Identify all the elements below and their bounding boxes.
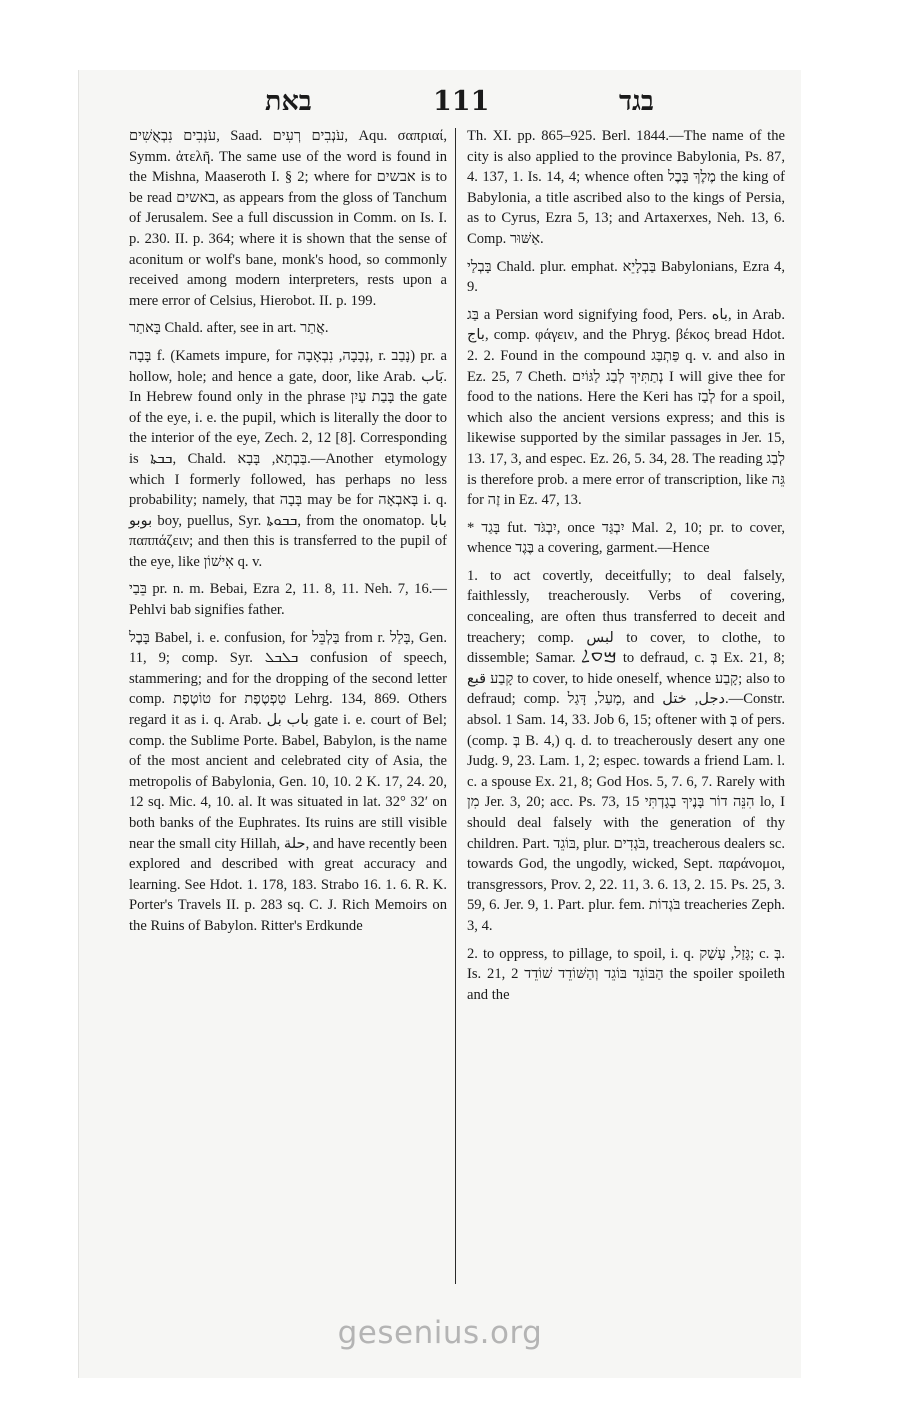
entry-bablai: בָּבְלַי Chald. plur. emphat. בַּבְלָיֵא Babylonians, Ezra 4, 9. bbox=[467, 258, 785, 296]
entry-bagad-sense-2: 2. to oppress, to pillage, to spoil, i. q. גָּזַל, עָשַׁק; c. בְּ. Is. 21, 2 הַבּוֹגֵד בּוֹגֵד וְהַשּׁוֹדֵד שׁוֹדֵד the spoiler spoileth and the bbox=[467, 945, 785, 1003]
header-right-word: בגד bbox=[619, 86, 654, 117]
page-number: 111 bbox=[433, 86, 490, 117]
entry-baathar: בָּאתַר Chald. after, see in art. אֲתַר. bbox=[129, 320, 329, 337]
entry-babel-continuation: Th. XI. pp. 865–925. Berl. 1844.—The name of the city is also applied to the province Babylonia, Ps. 87, 4. 137, 1. Is. 14, 4; whence often מֶלֶךְ בָּבֶל the king of Babylonia, a title ascribed also to the kings of Persia, as to Cyrus, Ezra 5, 13; and Artaxerxes, Neh. 13, 6. Comp. אַשּׁוּר. bbox=[467, 128, 785, 247]
right-column bbox=[467, 126, 785, 1012]
entry-bebai: בֵּבַי pr. n. m. Bebai, Ezra 2, 11. 8, 11. Neh. 7, 16.—Pehlvi bab signifies father. bbox=[129, 581, 447, 619]
entry-bagad: * בָּגַד fut. יִבְגֹּד, once יִבְגַּד Mal. 2, 10; pr. to cover, whence בֶּגֶד a covering, garment.—Hence bbox=[467, 519, 785, 557]
entry-bag: בַּג a Persian word signifying food, Pers. باه, in Arab. باج, comp. φάγειν, and the Phryg. βέκος bread Hdot. 2. 2. Found in the compound פַּתְבַּג q. v. and also in Ez. 25, 7 Cheth. נְתַתִּיךָ לְבַג לַגּוֹיִם I will give thee for food to the nations. Here the Keri has לְבַז for a spoil, which also the ancient versions express; and this is likewise supported by the similar passages in Jer. 15, 13. 17, 3, and espec. Ez. 26, 5. 34, 28. The reading לְבַג is therefore prob. a mere error of transcription, like גֵּה for זֶה in Ez. 47, 13. bbox=[467, 306, 786, 509]
watermark: gesenius.org bbox=[337, 1315, 543, 1351]
entry-babel: בָּבֶל Babel, i. e. confusion, for בַּלְבֵּל from r. בָּלַל, Gen. 11, 9; comp. Syr. ܒܠܒܠ confusion of speech, stammering; and for the dropping of the second letter comp. טוֹטֶפֶת for טַפְטֶפֶת Lehrg. 134, 869. Others regard it as i. q. Arab. باب بل gate i. e. court of Bel; comp. the Sublime Porte. Babel, Babylon, is the name of the most ancient and celebrated city of Asia, the metropolis of Babylonia, Gen. 10, 10. 2 K. 17, 24. 20, 12 sq. Mic. 4, 10. al. It was situated in lat. 32° 32′ on both banks of the Euphrates. Its ruins are still visible near the small city Hillah, حلة, and have recently been explored and described with great accuracy and learning. See Hdot. 1. 178, 183. Strabo 16. 1. 6. R. K. Porter's Travels II. p. 283 sq. C. J. Rich Memoirs on the Ruins of Babylon. Ritter's Erdkunde bbox=[129, 629, 448, 934]
page-header bbox=[79, 86, 801, 120]
entry-babah: בָּבָה f. (Kamets impure, for נְבָבָה, נִבְאָבָה, r. נָבַב) pr. a hollow, hole; and hence a gate, door, like Arab. بَاب. In Hebrew found only in the phrase בָּבַת עַיִן the gate of the eye, i. e. the pupil, which is literally the door to the interior of the eye, Zech. 2, 12 [8]. Corresponding is ܒܒܬܐ, Chald. בַּבְתָא, בָּבָא.—Another etymology which I formerly followed, has perhaps no less probability; namely, that בָּבָה may be for בָּאבְאָה i. q. بوبو boy, puellus, Syr. ܒܒܘܬܐ, from the onomatop. بابا παππάζειν; and then this is transferred to the pupil of the eye, like אִישׁוֹן q. v. bbox=[129, 347, 448, 570]
header-left-word: באת bbox=[265, 86, 312, 117]
entry-bagad-sense-1: 1. to act covertly, deceitfully; to deal falsely, faithlessly, treacherously. Verbs of covering, concealing, are often thus transferred to deceit and treachery; comp. لبس to cover, to clothe, to dissemble; Samar. ࠌࠏࠋ to defraud, c. בְּ Ex. 21, 8; קָבַע قبع to cover, to hide oneself, whence קָבַע; also to defraud; comp. מָעַל, דָּגַל, and دجل, ختل.—Constr. absol. 1 Sam. 14, 33. Job 6, 15; oftener with בְּ of pers. (comp. בְּ B. 4,) q. d. to treacherously desert any one Judg. 9, 23. Lam. 1, 2; espec. towards a friend Lam. l. c. a spouse Ex. 21, 8; God Hos. 5, 7. 6, 7. Rarely with מִן Jer. 3, 20; acc. Ps. 73, 15 הִנֵּה דוֹר בָּנֶיךָ בָגָדְתִּי lo, I should deal falsely with the generation of thy children. Part. בּוֹגֵד, plur. בֹּגְדִים, treacherous dealers sc. towards God, the ungodly, wicked, Sept. παράνομοι, transgressors, Prov. 2, 22. 11, 3. 6. 13, 2. 15. Ps. 25, 3. 59, 6. Jer. 9, 1. Part. plur. fem. בֹּגְדוֹת treacheries Zeph. 3, 4. bbox=[467, 567, 786, 934]
left-column bbox=[129, 126, 447, 944]
column-divider bbox=[455, 128, 456, 1284]
dictionary-page bbox=[78, 70, 801, 1378]
entry-continuation: עֹנְבִים נִבְאֻשִׁים, Saad. עֹנְבִים רְעִים, Aqu. σαπριαί, Symm. ἀτελῆ. The same use of the word is found in the Mishna, Maaseroth I. § 2; where for אבשים is to be read באשים, as appears from the gloss of Tanchum of Jerusalem. See a full discussion in Comm. on Is. I. p. 230. II. p. 364; where it is shown that the sense of aconitum or wolf's bane, monk's hood, so commonly received among modern interpreters, rests upon a mere error of Celsius, Hierobot. II. p. 199. bbox=[129, 128, 447, 309]
